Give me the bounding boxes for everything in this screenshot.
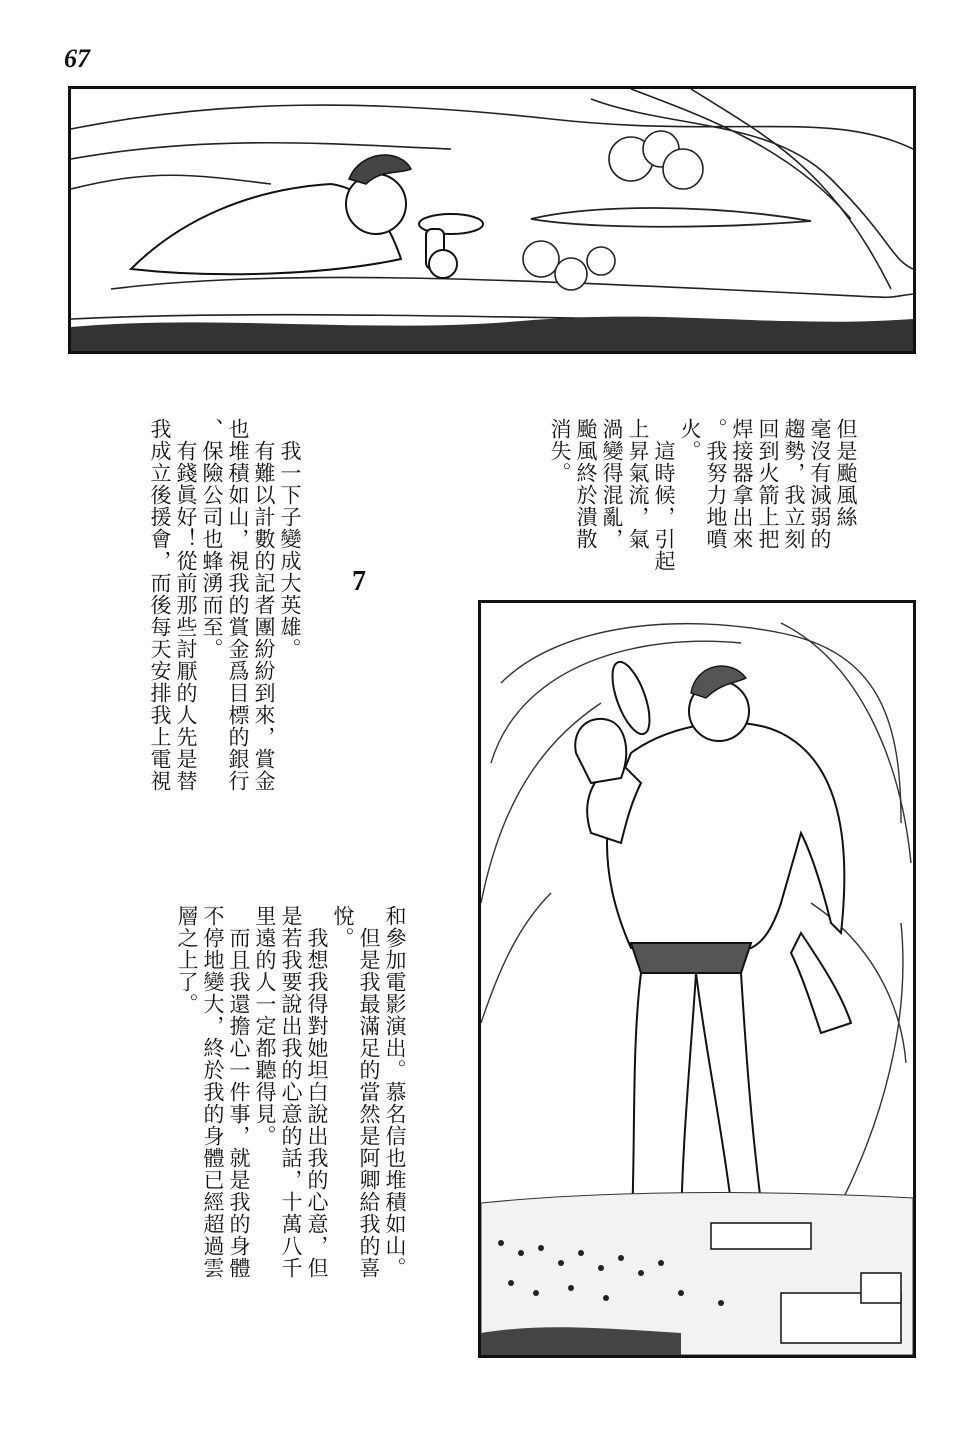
illustration-flying-man-panel [68, 86, 916, 354]
text-line: 但是我最滿足的當然是阿卿給我的喜 [357, 905, 381, 1279]
text-line: 回到火箭上把 [756, 418, 780, 550]
giant-man-illustration [481, 603, 913, 1355]
illustration-giant-man-panel [478, 600, 916, 1358]
text-line: 有難以計數的記者團紛紛到來，賞金 [252, 418, 276, 792]
text-line: 也堆積如山，視我的賞金爲目標的銀行 [226, 418, 250, 792]
section-number: 7 [352, 566, 366, 597]
text-block-top-right [547, 418, 859, 586]
text-line: 焊接器拿出來 [730, 418, 754, 550]
text-line: 我一下子變成大英雄。 [278, 418, 302, 660]
text-line: 這時候，引起 [652, 418, 676, 572]
text-line: 毫沒有減弱的 [808, 418, 832, 550]
text-block-bottom [174, 905, 408, 1345]
text-line: 層之上了。 [175, 905, 199, 1015]
text-line: 火。 [678, 418, 702, 462]
text-block-left [147, 418, 303, 858]
text-line: 趨勢，我立刻 [782, 418, 806, 550]
text-line: 、保險公司也蜂湧而至。 [200, 418, 224, 660]
text-line: 我成立後援會，而後每天安排我上電視 [148, 418, 172, 792]
text-line: 我想我得對她坦白說出我的心意，但 [305, 905, 329, 1279]
text-line: 不停地變大，終於我的身體已經超過雲 [201, 905, 225, 1279]
text-line: 消失。 [548, 418, 572, 484]
text-line: 渦變得混亂， [600, 418, 624, 550]
text-line: 。我努力地噴 [704, 418, 728, 550]
text-line: 有錢眞好！從前那些討厭的人先是替 [174, 418, 198, 792]
text-line: 和參加電影演出。慕名信也堆積如山。 [383, 905, 407, 1279]
text-line: 悅。 [331, 905, 355, 949]
text-line: 但是颱風絲 [834, 418, 858, 528]
text-line: 而且我還擔心一件事，就是我的身體 [227, 905, 251, 1279]
flying-man-illustration [71, 89, 913, 351]
page-number: 67 [64, 44, 90, 73]
text-line: 颱風終於潰散 [574, 418, 598, 550]
text-line: 是若我要說出我的心意的話，十萬八千 [279, 905, 303, 1279]
text-line: 上昇氣流，氣 [626, 418, 650, 550]
text-line: 里遠的人一定都聽得見。 [253, 905, 277, 1147]
